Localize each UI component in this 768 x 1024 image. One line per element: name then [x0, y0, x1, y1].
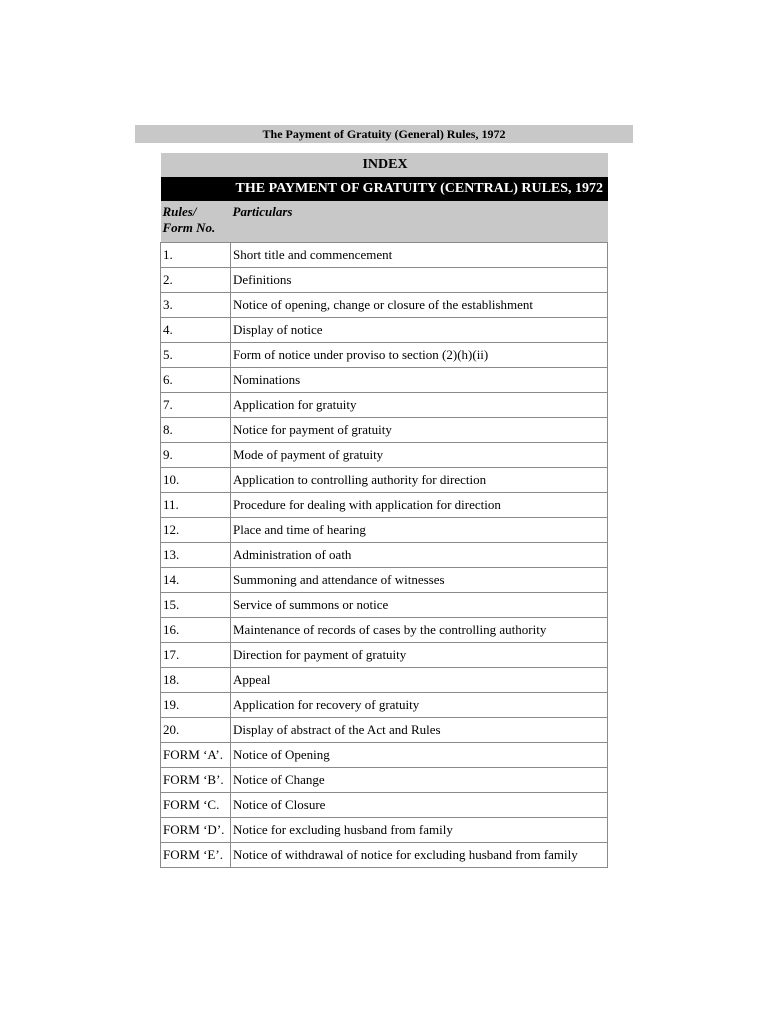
particulars-cell: Administration of oath: [231, 543, 608, 568]
table-row: [161, 343, 608, 368]
particulars-cell: Notice of opening, change or closure of the establishment: [231, 293, 608, 318]
particulars-cell: Form of notice under proviso to section (2)(h)(ii): [231, 343, 608, 368]
page-header: The Payment of Gratuity (General) Rules, 1972: [135, 125, 633, 143]
table-row: [161, 618, 608, 643]
table-row: [161, 818, 608, 843]
table-row: [161, 293, 608, 318]
rule-number-cell: FORM ‘A’.: [161, 743, 231, 768]
particulars-cell: Application for recovery of gratuity: [231, 693, 608, 718]
table-row: [161, 768, 608, 793]
particulars-cell: Notice of Opening: [231, 743, 608, 768]
rule-number-cell: 2.: [161, 268, 231, 293]
rule-number-cell: 8.: [161, 418, 231, 443]
rule-number-cell: 12.: [161, 518, 231, 543]
rule-number-cell: 19.: [161, 693, 231, 718]
particulars-cell: Notice for payment of gratuity: [231, 418, 608, 443]
rule-number-cell: 4.: [161, 318, 231, 343]
table-row: [161, 518, 608, 543]
column-header-rule-no-line2: Form No.: [162, 220, 216, 235]
table-row: [161, 843, 608, 868]
index-heading-row: [161, 153, 608, 177]
rule-number-cell: FORM ‘D’.: [161, 818, 231, 843]
act-heading-row: [161, 177, 608, 201]
table-row: [161, 643, 608, 668]
rule-number-cell: 20.: [161, 718, 231, 743]
rule-number-cell: 10.: [161, 468, 231, 493]
rule-number-cell: FORM ‘C.: [161, 793, 231, 818]
rule-number-cell: 3.: [161, 293, 231, 318]
particulars-cell: Mode of payment of gratuity: [231, 443, 608, 468]
table-row: [161, 668, 608, 693]
column-header-rule-no-line1: Rules/: [162, 204, 197, 219]
rule-number-cell: 6.: [161, 368, 231, 393]
table-row: [161, 368, 608, 393]
particulars-cell: Nominations: [231, 368, 608, 393]
rule-number-cell: 16.: [161, 618, 231, 643]
act-title: THE PAYMENT OF GRATUITY (CENTRAL) RULES, 1972: [161, 177, 608, 201]
table-row: [161, 718, 608, 743]
rule-number-cell: 18.: [161, 668, 231, 693]
rule-number-cell: 11.: [161, 493, 231, 518]
table-row: [161, 243, 608, 268]
table-row: [161, 743, 608, 768]
table-row: [161, 593, 608, 618]
table-row: [161, 418, 608, 443]
table-row: [161, 393, 608, 418]
particulars-cell: Display of abstract of the Act and Rules: [231, 718, 608, 743]
rule-number-cell: 17.: [161, 643, 231, 668]
rule-number-cell: 9.: [161, 443, 231, 468]
particulars-cell: Maintenance of records of cases by the controlling authority: [231, 618, 608, 643]
particulars-cell: Short title and commencement: [231, 243, 608, 268]
table-row: [161, 468, 608, 493]
particulars-cell: Procedure for dealing with application for direction: [231, 493, 608, 518]
particulars-cell: Appeal: [231, 668, 608, 693]
rule-number-cell: 1.: [161, 243, 231, 268]
table-row: [161, 493, 608, 518]
column-header-row: [161, 201, 608, 243]
index-table: [160, 153, 608, 868]
particulars-cell: Display of notice: [231, 318, 608, 343]
rule-number-cell: 15.: [161, 593, 231, 618]
particulars-cell: Notice of Change: [231, 768, 608, 793]
particulars-cell: Definitions: [231, 268, 608, 293]
rule-number-cell: FORM ‘B’.: [161, 768, 231, 793]
rule-number-cell: FORM ‘E’.: [161, 843, 231, 868]
particulars-cell: Application for gratuity: [231, 393, 608, 418]
particulars-cell: Service of summons or notice: [231, 593, 608, 618]
table-row: [161, 543, 608, 568]
particulars-cell: Application to controlling authority for direction: [231, 468, 608, 493]
column-header-rule-no: [161, 201, 231, 243]
particulars-cell: Notice of Closure: [231, 793, 608, 818]
rule-number-cell: 14.: [161, 568, 231, 593]
particulars-cell: Notice of withdrawal of notice for excluding husband from family: [231, 843, 608, 868]
particulars-cell: Place and time of hearing: [231, 518, 608, 543]
rule-number-cell: 13.: [161, 543, 231, 568]
particulars-cell: Notice for excluding husband from family: [231, 818, 608, 843]
table-row: [161, 268, 608, 293]
table-row: [161, 443, 608, 468]
index-title: INDEX: [161, 153, 608, 177]
rule-number-cell: 7.: [161, 393, 231, 418]
table-row: [161, 568, 608, 593]
table-row: [161, 793, 608, 818]
column-header-particulars: Particulars: [231, 201, 608, 243]
table-row: [161, 693, 608, 718]
rule-number-cell: 5.: [161, 343, 231, 368]
particulars-cell: Direction for payment of gratuity: [231, 643, 608, 668]
particulars-cell: Summoning and attendance of witnesses: [231, 568, 608, 593]
table-row: [161, 318, 608, 343]
